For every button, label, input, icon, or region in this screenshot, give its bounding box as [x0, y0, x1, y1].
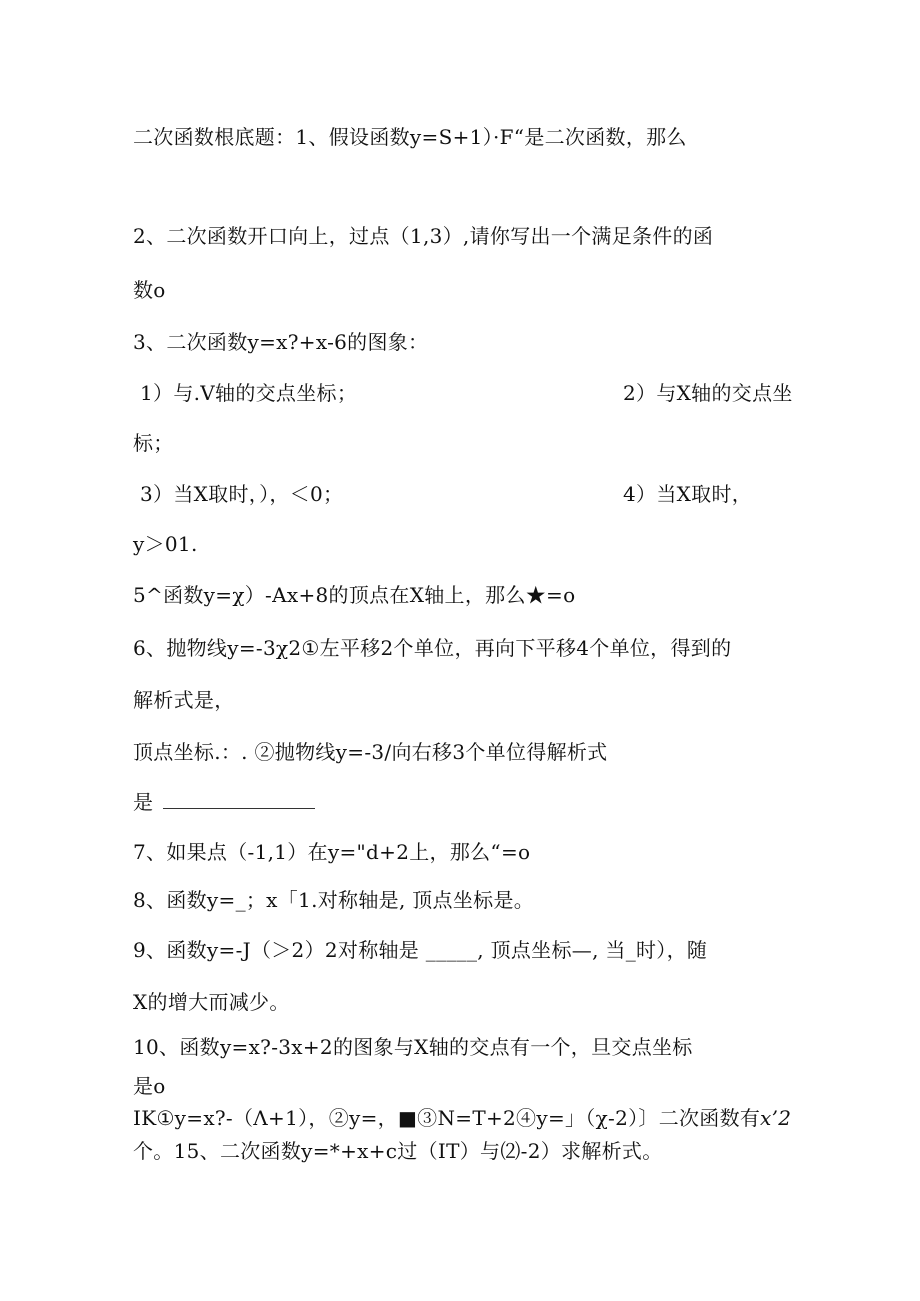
line-q3-part3: 3）当X取时，），＜0； [140, 482, 344, 506]
line-q3-part4-cont: y＞01. [133, 532, 198, 556]
line-q2-cont: 数o [133, 278, 166, 302]
line-q10: 10、函数y=x?-3x+2的图象与X轴的交点有一个，旦交点坐标 [133, 1035, 693, 1059]
line-q9: 9、函数y=-J（＞2）2对称轴是 _____, 顶点坐标—, 当_时），随 [133, 938, 708, 962]
line-q3-part2-cont: 标； [133, 431, 174, 455]
line-q15: 个。15、二次函数y=*+x+c过（IT）与⑵-2）求解析式。 [133, 1139, 663, 1163]
line-q6: 6、抛物线y=-3χ2①左平移2个单位，再向下平移4个单位，得到的 [133, 636, 732, 660]
line-q3: 3、二次函数y=x?+x-6的图象： [133, 330, 429, 354]
line-q3-part4: 4）当X取时， [623, 482, 753, 506]
answer-blank [163, 790, 315, 809]
line-q8: 8、函数y=_；x「1.对称轴是, 顶点坐标是。 [133, 888, 535, 912]
line-q11: IK①y=x?-（Λ+1），②y=，■③N=T+2④y=」（χ-2）〕二次函数有 [133, 1106, 761, 1130]
line-q6-cont1: 解析式是， [133, 688, 235, 712]
line-q11-italic: x’2 [760, 1106, 792, 1130]
line-q6-cont3-text: 是 [133, 790, 154, 814]
line-q10-cont: 是o [133, 1074, 166, 1098]
line-q5: 5^函数y=χ）-Ax+8的顶点在X轴上，那么★=o [133, 583, 576, 607]
line-q1: 二次函数根底题：1、假设函数y=S+1）·F“是二次函数，那么 [133, 125, 687, 149]
line-q6-cont2: 顶点坐标.：. ②抛物线y=-3/向右移3个单位得解析式 [133, 740, 608, 764]
line-q2: 2、二次函数开口向上，过点（1,3）,请你写出一个满足条件的函 [133, 224, 714, 248]
line-q3-part2: 2）与X轴的交点坐 [623, 381, 793, 405]
line-q9-cont: X的增大而减少。 [133, 990, 290, 1014]
line-q3-part1: 1）与.V轴的交点坐标； [140, 381, 358, 405]
line-q7: 7、如果点（-1,1）在y="d+2上，那么“=o [133, 840, 531, 864]
line-q6-cont3 [133, 788, 315, 816]
